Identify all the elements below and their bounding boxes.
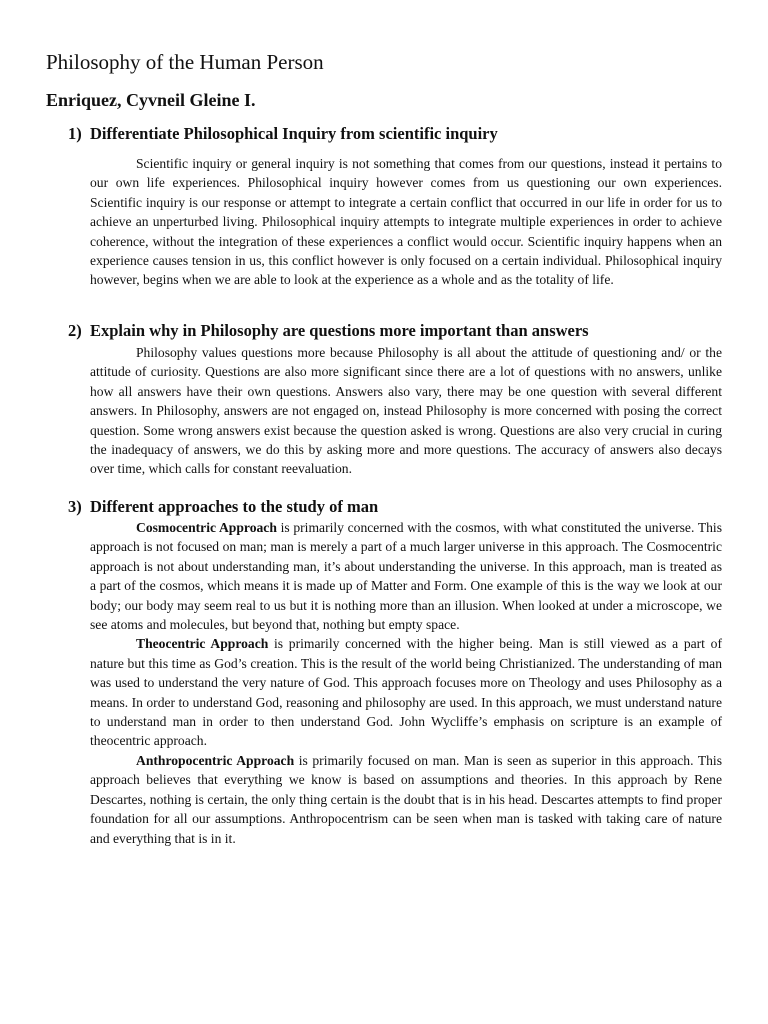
cosmocentric-term: Cosmocentric Approach bbox=[136, 520, 277, 535]
section-3 bbox=[68, 496, 722, 848]
section-1 bbox=[68, 123, 722, 290]
anthropocentric-text: is primarily focused on man. Man is seen as superior in this approach. This approach believes that everything we know is based on assumptions and theories. In this approach by Rene Descartes, nothing is certain, the only thing certain is the doubt that is in his head. Descartes attempts to find proper foundation for all our assumptions. Anthropocentrism can be seen when man is tasked with taking care of nature and everything that is in it. bbox=[90, 752, 722, 846]
theocentric-paragraph bbox=[90, 634, 722, 750]
section-3-number: 3) bbox=[68, 497, 82, 516]
section-1-heading bbox=[68, 123, 722, 145]
cosmocentric-text: is primarily concerned with the cosmos, with what constituted the universe. This approach is not focused on man; man is merely a part of a much larger universe in this approach. The Cosmocentric approach is not about understanding man, it’s about understanding the universe. In this approach, man is treated as a part of the cosmos, which means it is made up of Matter and Form. One example of this is the way we look at our body; our body may seem real to us but it is nothing more than an illusion. When looked at under a microscope, we see atoms and molecules, but beyond that, nothing but empty space. bbox=[90, 520, 722, 633]
document-author: Enriquez, Cyvneil Gleine I. bbox=[46, 90, 256, 110]
section-3-heading bbox=[68, 496, 722, 518]
section-3-body bbox=[90, 518, 722, 848]
document-title: Philosophy of the Human Person bbox=[46, 50, 324, 74]
section-2 bbox=[68, 320, 722, 479]
section-1-number: 1) bbox=[68, 124, 82, 143]
section-1-body bbox=[90, 154, 722, 290]
cosmocentric-paragraph bbox=[90, 518, 722, 634]
section-2-body bbox=[90, 343, 722, 479]
theocentric-term: Theocentric Approach bbox=[136, 636, 269, 652]
anthropocentric-paragraph bbox=[90, 751, 722, 848]
section-2-heading-text: Explain why in Philosophy are questions more important than answers bbox=[90, 321, 589, 340]
section-1-paragraph: Scientific inquiry or general inquiry is not something that comes from our questions, instead it pertains to our own life experiences. Philosophical inquiry however comes from us questioning our own experiences. Scientific inquiry is our response or attempt to integrate a certain conflict that occurred in our life in order for us to achieve an unperturbed living. Philosophical inquiry attempts to integrate multiple experiences in order to achieve coherence, without the integration of these experiences a conflict would occur. Scientific inquiry happens when an experience causes tension in us, this conflict however is only focused on a certain individual. Philosophical inquiry however, begins when we are able to look at the experience as a whole and as the totality of life. bbox=[90, 156, 722, 288]
section-1-heading-text: Differentiate Philosophical Inquiry from scientific inquiry bbox=[90, 124, 498, 143]
theocentric-text: is primarily concerned with the higher being. Man is still viewed as a part of nature but this time as God’s creation. This is the result of the world being Christianized. The understanding of man was used to understand the very nature of God. This approach focuses more on Theology and uses Philosophy as a means. In order to understand God, reasoning and philosophy are used. In this approach, we must understand nature to understand man in order to then understand God. John Wycliffe’s emphasis on scripture is an example of theocentric approach. bbox=[90, 636, 722, 749]
section-2-heading bbox=[68, 320, 722, 342]
anthropocentric-term: Anthropocentric Approach bbox=[136, 752, 295, 768]
section-2-paragraph: Philosophy values questions more because Philosophy is all about the attitude of questioning and/ or the attitude of curiosity. Questions are also more significant since there are a lot of questions with no answers, unlike how all answers have their own questions. Answers also vary, there may be one question with several different answers. In Philosophy, answers are not engaged on, instead Philosophy is more concerned with posing the correct question. Some wrong answers exist because the question asked is wrong. Questions are also very crucial in curing the inadequacy of answers, we do this by asking more and more questions. The accuracy of answers also decays over time, which calls for constant reevaluation. bbox=[90, 345, 722, 477]
section-2-number: 2) bbox=[68, 321, 82, 340]
section-3-heading-text: Different approaches to the study of man bbox=[90, 497, 379, 516]
